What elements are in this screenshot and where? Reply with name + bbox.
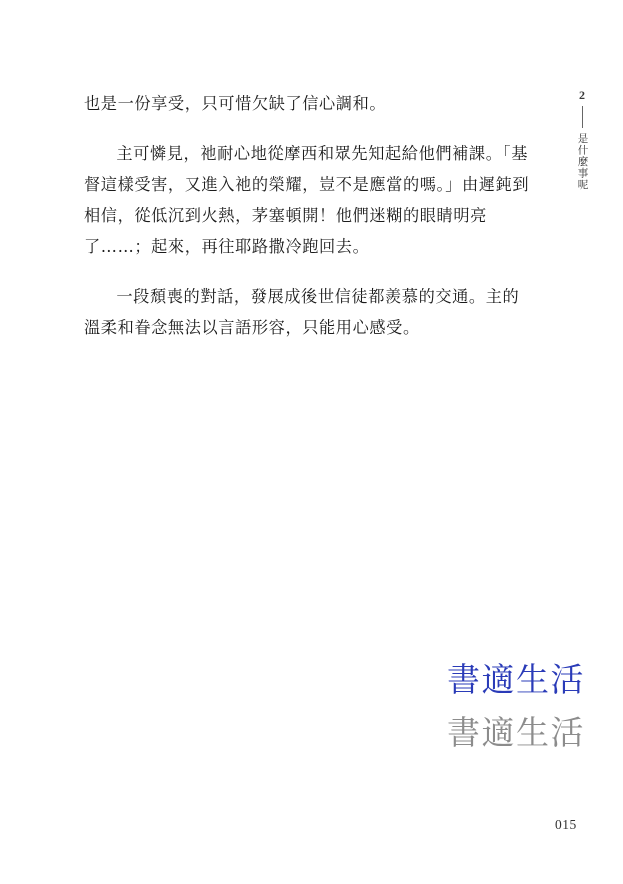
running-head	[573, 88, 591, 191]
running-head-rule	[582, 106, 583, 128]
chapter-number: 2	[579, 88, 585, 102]
publisher-watermark-blue: 書適生活	[447, 660, 585, 699]
chapter-title: 是什麼事呢	[576, 133, 589, 191]
body-text	[84, 88, 530, 362]
publisher-watermark-gray: 書適生活	[447, 713, 585, 752]
page-number: 015	[555, 817, 577, 832]
paragraph-3: 一段頹喪的對話，發展成後世信徒都羨慕的交通。主的溫柔和眷念無法以言語形容，只能用心感受。	[84, 287, 520, 337]
paragraph-2: 主可憐見，祂耐心地從摩西和眾先知起給他們補課。「基督這樣受害，又進入祂的榮耀，豈不是應當的嗎。」由遲鈍到相信，從低沉到火熱，茅塞頓開！他們迷糊的眼睛明亮了……；起來，再往耶路撒冷跑回去。	[84, 144, 530, 256]
paragraph-1: 也是一份享受，只可惜欠缺了信心調和。	[84, 94, 387, 113]
